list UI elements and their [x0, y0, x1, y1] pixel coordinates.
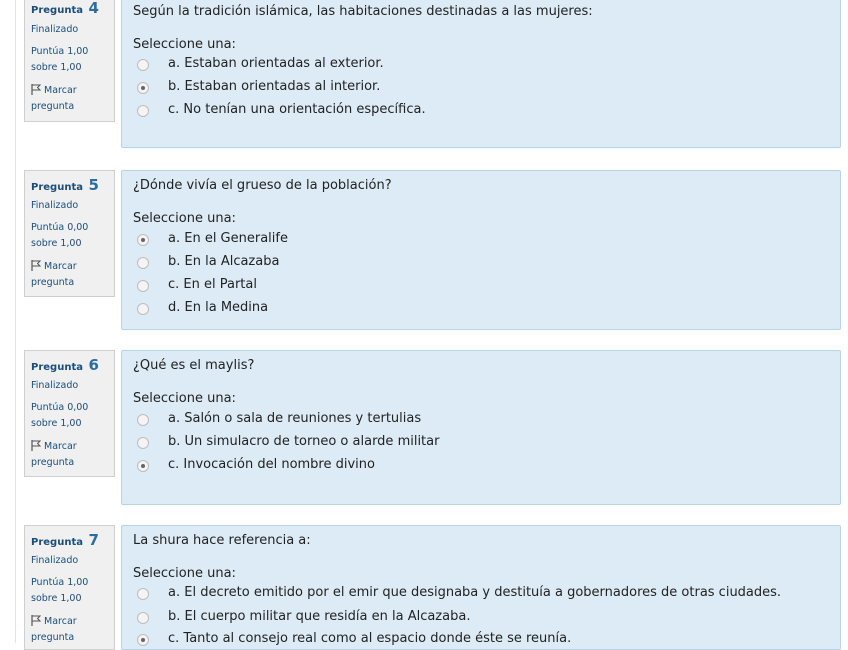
answer-option-a[interactable] — [137, 585, 827, 603]
question-number — [31, 356, 99, 374]
flag-question-button[interactable] — [31, 83, 115, 115]
answer-prompt: Seleccione una: — [133, 566, 236, 581]
answer-option-c[interactable] — [137, 102, 827, 120]
radio-button[interactable] — [137, 612, 149, 624]
answer-option-c[interactable] — [137, 457, 827, 475]
flag-label-2: pregunta — [31, 632, 75, 643]
grade-max-line: sobre 1,00 — [31, 593, 82, 604]
flag-label: Marcar — [44, 85, 77, 96]
radio-button-checked[interactable] — [137, 634, 149, 646]
option-label: a. El decreto emitido por el emir que designaba y destituía a gobernadores de otras ciudades. — [168, 585, 782, 600]
question-grade — [31, 400, 115, 432]
grade-line: Puntúa 1,00 — [31, 46, 89, 57]
question-info — [24, 0, 115, 122]
question-state: Finalizado — [31, 555, 79, 566]
grade-max-line: sobre 1,00 — [31, 62, 82, 73]
option-label: b. Estaban orientadas al interior. — [168, 79, 381, 94]
flag-label: Marcar — [44, 441, 77, 452]
question-info — [24, 525, 115, 650]
question-text: La shura hace referencia a: — [133, 533, 311, 548]
radio-button[interactable] — [137, 414, 149, 426]
answer-option-b[interactable] — [137, 79, 827, 97]
answer-option-b[interactable] — [137, 254, 827, 272]
option-label: a. En el Generalife — [168, 231, 288, 246]
answer-option-d[interactable] — [137, 300, 827, 318]
question-label: Pregunta — [31, 537, 83, 548]
option-label: a. Salón o sala de reuniones y tertulias — [168, 411, 422, 426]
grade-line: Puntúa 0,00 — [31, 402, 89, 413]
grade-line: Puntúa 1,00 — [31, 577, 89, 588]
option-label: c. Tanto al consejo real como al espacio donde éste se reunía. — [168, 631, 572, 646]
radio-button[interactable] — [137, 280, 149, 292]
radio-button[interactable] — [137, 437, 149, 449]
radio-button[interactable] — [137, 303, 149, 315]
answer-prompt: Seleccione una: — [133, 37, 236, 52]
question-number-value: 4 — [88, 0, 99, 17]
option-label: d. En la Medina — [168, 300, 269, 315]
answer-option-b[interactable] — [137, 434, 827, 452]
question-content — [121, 350, 841, 505]
question-state: Finalizado — [31, 380, 79, 391]
option-label: b. En la Alcazaba — [168, 254, 280, 269]
question-info — [24, 350, 115, 477]
grade-line: Puntúa 0,00 — [31, 222, 89, 233]
question-content — [121, 170, 841, 330]
flag-label-2: pregunta — [31, 277, 75, 288]
flag-label-2: pregunta — [31, 101, 75, 112]
flag-label: Marcar — [44, 616, 77, 627]
radio-button-checked[interactable] — [137, 234, 149, 246]
answer-prompt: Seleccione una: — [133, 211, 236, 226]
grade-max-line: sobre 1,00 — [31, 418, 82, 429]
question-content — [121, 525, 841, 650]
answer-option-b[interactable] — [137, 609, 827, 627]
question-text: Según la tradición islámica, las habitaciones destinadas a las mujeres: — [133, 4, 593, 19]
flag-icon — [31, 615, 41, 626]
left-border — [15, 0, 16, 643]
answer-option-a[interactable] — [137, 231, 827, 249]
grade-max-line: sobre 1,00 — [31, 238, 82, 249]
flag-label: Marcar — [44, 261, 77, 272]
flag-label-2: pregunta — [31, 457, 75, 468]
option-label: c. No tenían una orientación específica. — [168, 102, 426, 117]
question-state: Finalizado — [31, 24, 79, 35]
option-label: b. El cuerpo militar que residía en la Alcazaba. — [168, 609, 471, 624]
flag-icon — [31, 84, 41, 95]
question-text: ¿Dónde vivía el grueso de la población? — [133, 178, 392, 193]
answer-option-c[interactable] — [137, 631, 827, 649]
question-content — [121, 0, 841, 148]
question-number-value: 5 — [88, 176, 99, 194]
question-number — [31, 0, 99, 17]
question-label: Pregunta — [31, 5, 83, 16]
radio-button[interactable] — [137, 105, 149, 117]
question-text: ¿Qué es el maylis? — [133, 358, 255, 373]
radio-button-checked[interactable] — [137, 82, 149, 94]
question-info — [24, 170, 115, 297]
radio-button-checked[interactable] — [137, 460, 149, 472]
flag-icon — [31, 440, 41, 451]
question-label: Pregunta — [31, 182, 83, 193]
question-number — [31, 176, 99, 194]
question-number — [31, 531, 99, 549]
radio-button[interactable] — [137, 588, 149, 600]
question-grade — [31, 44, 115, 76]
flag-question-button[interactable] — [31, 439, 115, 471]
answer-prompt: Seleccione una: — [133, 391, 236, 406]
answer-option-c[interactable] — [137, 277, 827, 295]
radio-button[interactable] — [137, 59, 149, 71]
radio-button[interactable] — [137, 257, 149, 269]
question-state: Finalizado — [31, 200, 79, 211]
question-number-value: 7 — [88, 531, 99, 549]
answer-option-a[interactable] — [137, 411, 827, 429]
option-label: a. Estaban orientadas al exterior. — [168, 56, 384, 71]
option-label: b. Un simulacro de torneo o alarde militar — [168, 434, 440, 449]
question-grade — [31, 220, 115, 252]
flag-question-button[interactable] — [31, 614, 115, 646]
option-label: c. En el Partal — [168, 277, 257, 292]
flag-icon — [31, 260, 41, 271]
question-label: Pregunta — [31, 362, 83, 373]
question-grade — [31, 575, 115, 607]
option-label: c. Invocación del nombre divino — [168, 457, 375, 472]
question-number-value: 6 — [88, 356, 99, 374]
flag-question-button[interactable] — [31, 259, 115, 291]
answer-option-a[interactable] — [137, 56, 827, 74]
